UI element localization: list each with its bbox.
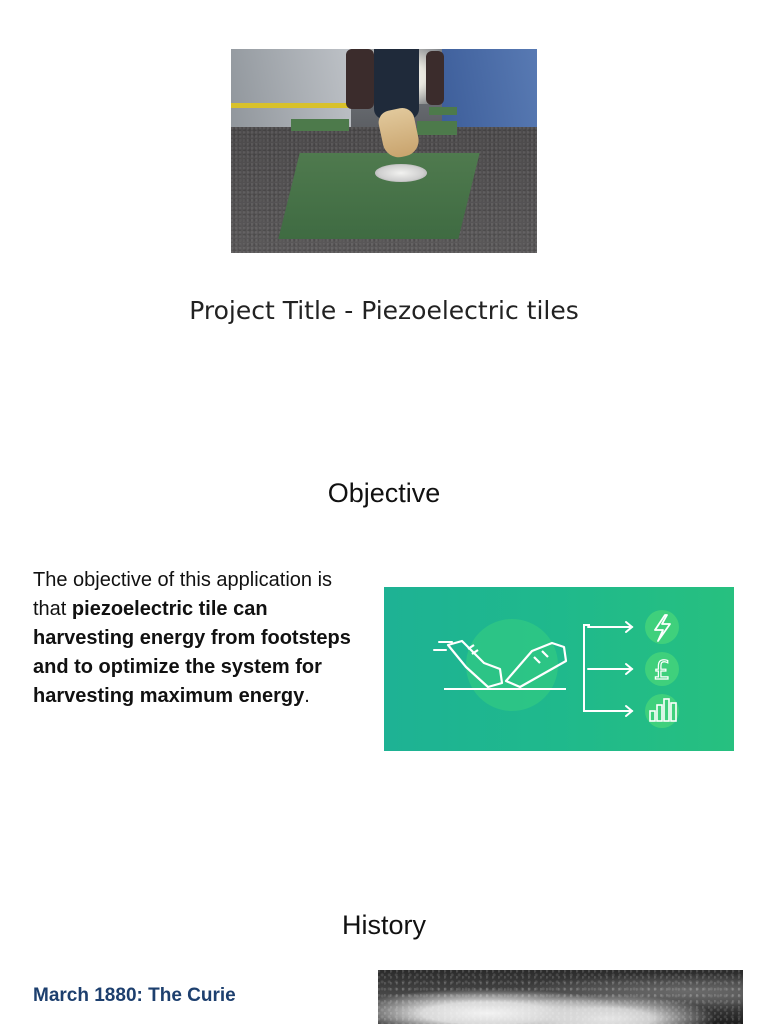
objective-paragraph <box>33 566 353 711</box>
energy-illustration-graphic <box>384 587 734 751</box>
hero-handrail <box>231 103 349 108</box>
hero-wall-right <box>442 49 537 129</box>
arrows <box>588 622 632 716</box>
hero-photo <box>231 49 537 253</box>
project-title: Project Title - Piezoelectric tiles <box>189 296 579 325</box>
hero-tile-distant <box>291 119 349 131</box>
objective-text-bold: piezoelectric tile can harvesting energy from footsteps and to optimize the system for harvesting maximum energy <box>33 598 351 707</box>
history-photo <box>378 970 743 1024</box>
hero-tile-distant <box>429 107 457 115</box>
objective-heading: Objective <box>327 478 441 508</box>
history-event-title: March 1880: The Curie <box>33 985 236 1006</box>
hero-piezo-tile <box>278 153 479 239</box>
hero-pedestrian <box>346 49 374 109</box>
glow-circle <box>466 619 558 711</box>
lightning-icon-bg <box>645 610 679 644</box>
hero-tile-distant <box>417 121 457 135</box>
energy-illustration <box>384 587 734 751</box>
objective-text-end: . <box>304 685 310 707</box>
history-heading: History <box>341 910 426 940</box>
objective-text-intro: The objective of this application is that <box>33 569 333 620</box>
hero-wall-left <box>231 49 351 129</box>
history-photo-texture <box>378 970 743 1024</box>
pound-icon: £ <box>653 656 671 686</box>
hero-pedestrian <box>426 51 444 105</box>
hero-tile-sensor-disc <box>375 164 427 182</box>
